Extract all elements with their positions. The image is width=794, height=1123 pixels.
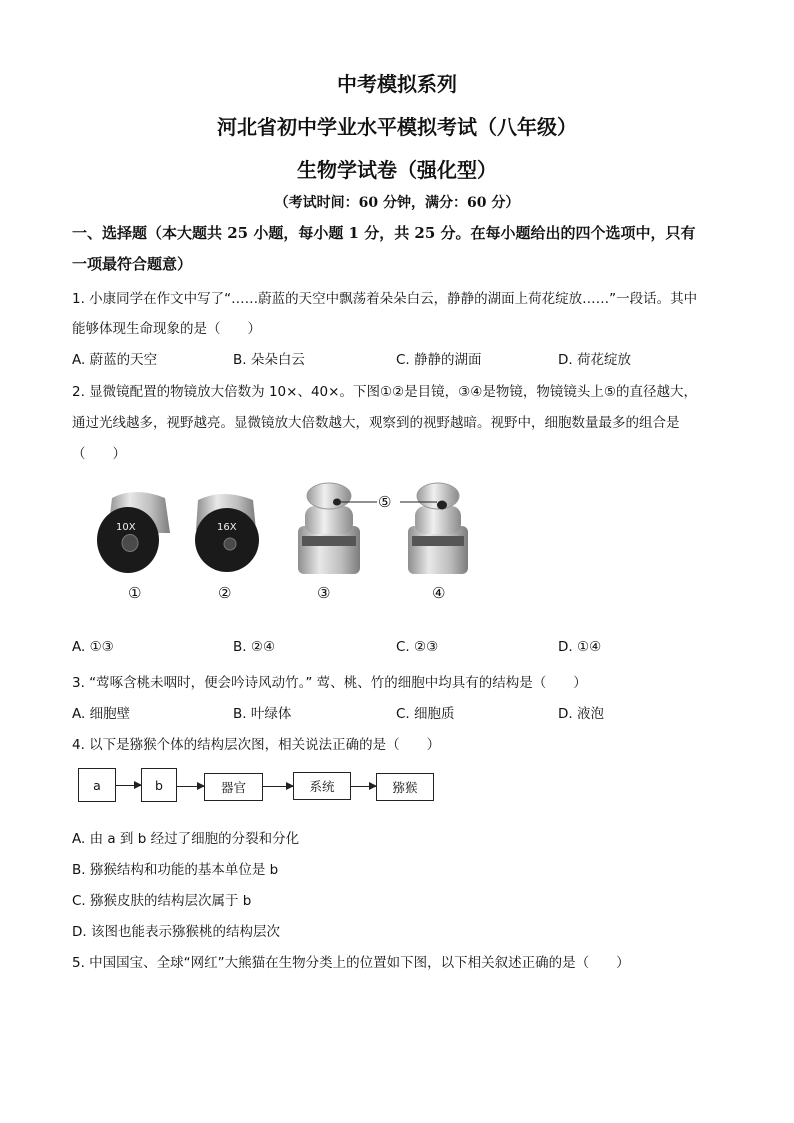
q2-option-c: C. ②③ (396, 639, 439, 655)
diagram-node-macaque: 猕猴 (376, 773, 434, 801)
eyepiece-2-icon (195, 494, 259, 572)
figure-label-1: ① (128, 584, 142, 602)
figure-label-2: ② (218, 584, 232, 602)
q2-option-b: B. ②④ (233, 639, 276, 655)
diagram-node-organ: 器官 (204, 773, 263, 801)
eyepiece-2-magnification: 16X (217, 522, 237, 533)
exam-info: （考试时间：60 分钟，满分：60 分） (274, 195, 520, 211)
q3-option-d: D. 液泡 (558, 706, 604, 722)
q1-stem-line2: 能够体现生命现象的是（ ） (72, 321, 261, 337)
q2-option-a: A. ①③ (72, 639, 114, 655)
q1-option-c: C. 静静的湖面 (396, 352, 482, 368)
figure-label-5: ⑤ (378, 493, 392, 511)
section-heading-line1: 一、选择题（本大题共 25 小题，每小题 1 分，共 25 分。在每小题给出的四个选项中，只有 (72, 224, 696, 242)
q4-option-d: D. 该图也能表示猕猴桃的结构层次 (72, 924, 280, 940)
diagram-arrow-icon (351, 786, 376, 787)
q1-option-d: D. 荷花绽放 (558, 352, 631, 368)
objective-3-icon (298, 483, 360, 574)
exam-series-title: 中考模拟系列 (337, 72, 457, 96)
q3-option-a: A. 细胞壁 (72, 706, 131, 722)
q4-option-a: A. 由 a 到 b 经过了细胞的分裂和分化 (72, 831, 300, 847)
q2-option-d: D. ①④ (558, 639, 602, 655)
figure-label-3: ③ (317, 584, 331, 602)
q1-stem-line1: 1. 小康同学在作文中写了“……蔚蓝的天空中飘荡着朵朵白云，静静的湖面上荷花绽放……”一段话。其中 (72, 291, 698, 307)
diagram-arrow-icon (177, 786, 204, 787)
q2-stem-line2: 通过光线越多，视野越亮。显微镜放大倍数越大，观察到的视野越暗。视野中，细胞数量最多的组合是 (72, 415, 680, 431)
microscope-lenses-figure (90, 478, 490, 603)
paper-title: 生物学试卷（强化型） (297, 158, 497, 182)
q3-stem: 3. “莺啄含桃未咽时，便会吟诗风动竹。” 莺、桃、竹的细胞中均具有的结构是（ ） (72, 675, 587, 691)
q1-option-a: A. 蔚蓝的天空 (72, 352, 158, 368)
diagram-arrow-icon (263, 786, 293, 787)
diagram-node-system: 系统 (293, 772, 351, 800)
diagram-arrow-icon (116, 785, 141, 786)
q4-option-c: C. 猕猴皮肤的结构层次属于 b (72, 893, 252, 909)
q1-option-b: B. 朵朵白云 (233, 352, 305, 368)
diagram-node-a: a (78, 768, 116, 802)
q4-option-b: B. 猕猴结构和功能的基本单位是 b (72, 862, 279, 878)
q2-stem-line3: （ ） (72, 446, 126, 462)
figure-label-4: ④ (432, 584, 446, 602)
section-heading-line2: 一项最符合题意） (72, 255, 193, 273)
eyepiece-1-icon (97, 492, 170, 573)
objective-4-icon (408, 483, 468, 574)
q2-stem-line1: 2. 显微镜配置的物镜放大倍数为 10×、40×。下图①②是目镜，③④是物镜，物镜镜头上⑤的直径越大， (72, 384, 697, 400)
eyepiece-1-magnification: 10X (116, 522, 136, 533)
q3-option-c: C. 细胞质 (396, 706, 455, 722)
q5-stem: 5. 中国国宝、全球“网红”大熊猫在生物分类上的位置如下图，以下相关叙述正确的是（ ） (72, 955, 630, 971)
q3-option-b: B. 叶绿体 (233, 706, 292, 722)
exam-name-title: 河北省初中学业水平模拟考试（八年级） (217, 115, 577, 139)
diagram-node-b: b (141, 768, 177, 802)
q4-stem: 4. 以下是猕猴个体的结构层次图，相关说法正确的是（ ） (72, 737, 441, 753)
